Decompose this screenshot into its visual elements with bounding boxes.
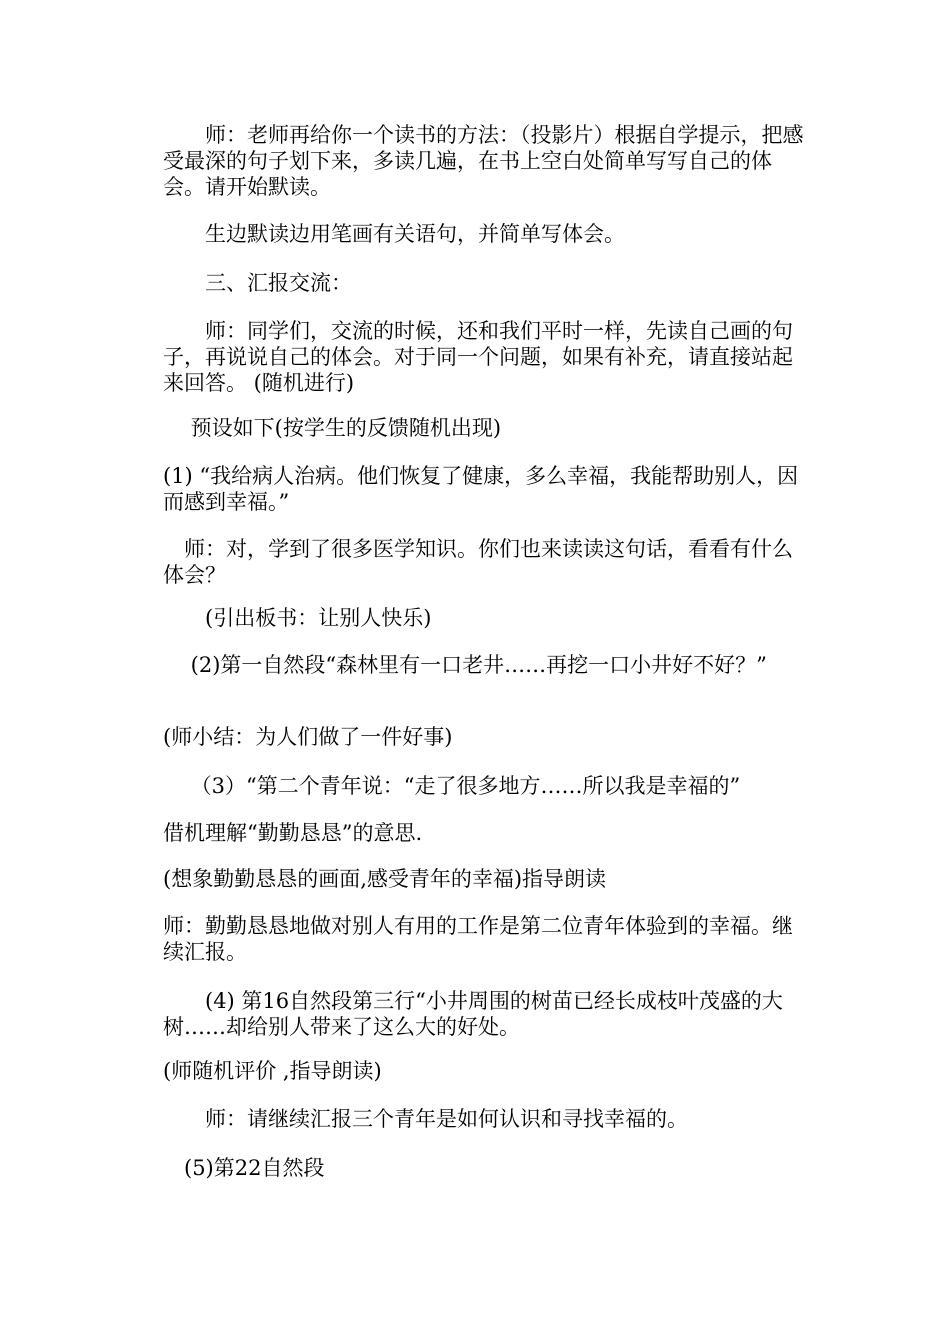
paragraph-item-5: (5)第22自然段 bbox=[163, 1156, 325, 1180]
paragraph-item-4: (4) 第16自然段第三行“小井周围的树苗已经长成枝叶茂盛的大树……却给别人带来了这么大的好处。 bbox=[163, 989, 783, 1039]
paragraph-item-3: （3）“第二个青年说：“走了很多地方……所以我是幸福的” bbox=[163, 774, 741, 798]
paragraph-silent-reading: 生边默读边用笔画有关语句，并简单写体会。 bbox=[163, 222, 625, 246]
paragraph-continue: 师：请继续汇报三个青年是如何认识和寻找幸福的。 bbox=[163, 1107, 688, 1131]
paragraph-teacher-response-1: 师：对，学到了很多医学知识。你们也来读读这句话，看看有什么体会？ bbox=[163, 537, 793, 587]
paragraph-presets: 预设如下(按学生的反馈随机出现) bbox=[163, 416, 502, 440]
section-heading-report: 三、汇报交流： bbox=[163, 271, 352, 295]
paragraph-imagine: (想象勤勤恳恳的画面,感受青年的幸福)指导朗读 bbox=[163, 867, 607, 891]
paragraph-board-note: (引出板书：让别人快乐) bbox=[163, 606, 432, 630]
paragraph-word-meaning: 借机理解“勤勤恳恳”的意思. bbox=[163, 821, 423, 845]
paragraph-exchange-instructions: 师：同学们，交流的时候，还和我们平时一样，先读自己画的句子，再说说自己的体会。对于同一个问题，如果有补充，请直接站起来回答。 (随机进行) bbox=[163, 319, 793, 395]
paragraph-item-2: (2)第一自然段“森林里有一口老井……再挖一口小井好不好？” bbox=[163, 653, 767, 677]
paragraph-item-1: (1) “我给病人治病。他们恢复了健康，多么幸福，我能帮助别人，因而感到幸福。” bbox=[163, 464, 799, 514]
paragraph-reading-method: 师：老师再给你一个读书的方法：（投影片）根据自学提示，把感受最深的句子划下来，多读几遍，在书上空白处简单写写自己的体会。请开始默读。 bbox=[163, 123, 804, 199]
paragraph-teacher-response-3: 师：勤勤恳恳地做对别人有用的工作是第二位青年体验到的幸福。继续汇报。 bbox=[163, 914, 793, 964]
paragraph-evaluation-4: (师随机评价 ,指导朗读) bbox=[163, 1059, 382, 1083]
paragraph-summary-2: (师小结：为人们做了一件好事) bbox=[163, 725, 453, 749]
